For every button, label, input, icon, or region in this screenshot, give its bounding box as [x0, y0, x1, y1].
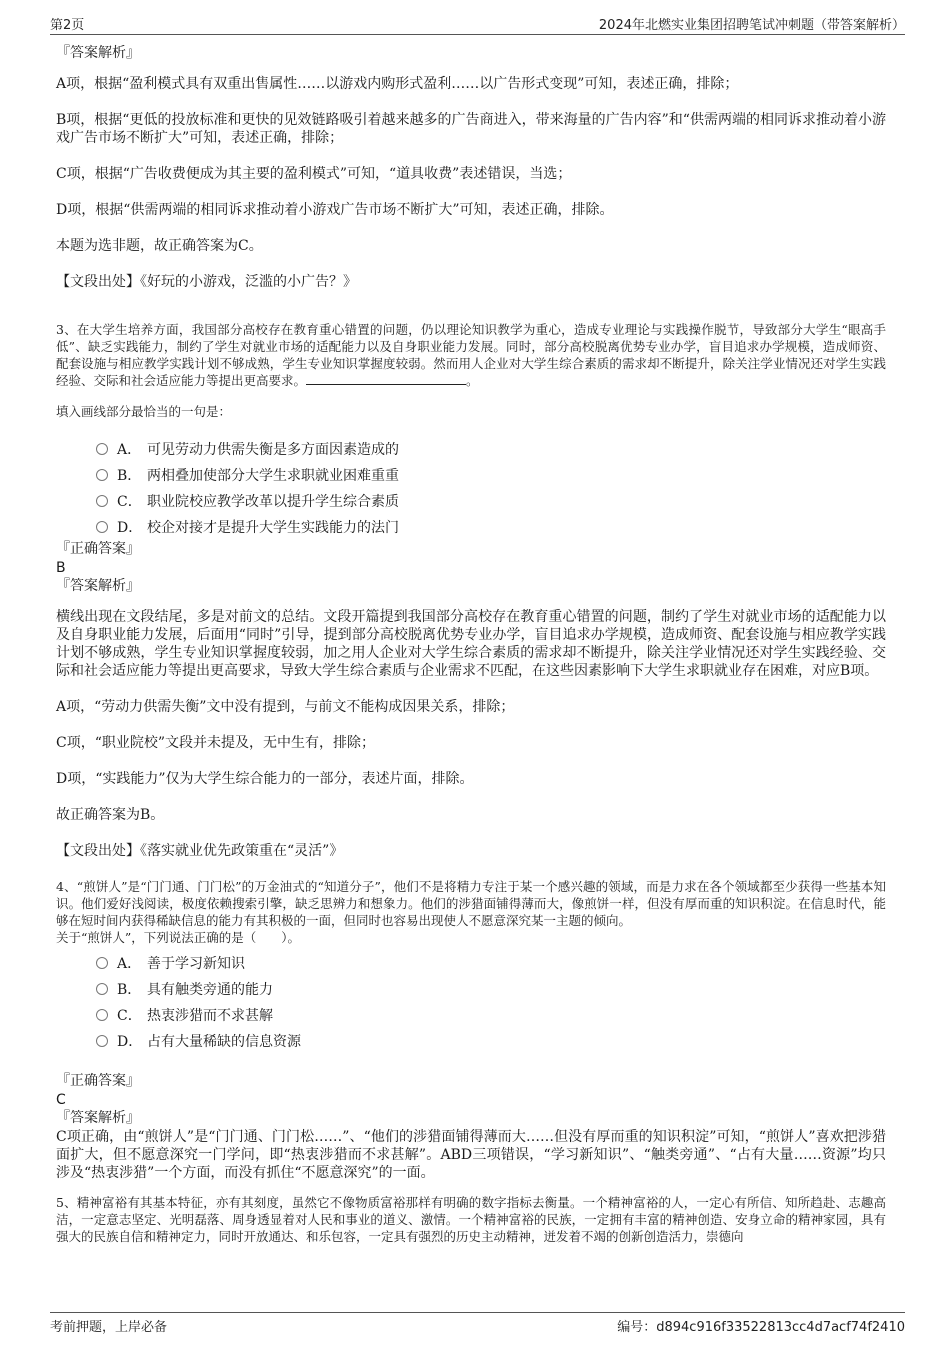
q3-fill-blank [306, 372, 466, 385]
q3-option-d[interactable]: D． 校企对接才是提升大学生实践能力的法门 [96, 514, 886, 540]
q4-analysis: C项正确，由“煎饼人”是“门门通、门门松……”、“他们的涉猎面铺得薄而大……但没有厚而重的知识积淀”可知，“煎饼人”喜欢把涉猎面扩大，但不愿意深究一门学问，即“热衷涉猎而不求甚解”。ABD三项错误，“学习新知识”、“触类旁通”、“占有大量……资源”均只涉及“热衷涉猎”一个方面，而没有抓住“不愿意深究”的一面。 [56, 1129, 886, 1181]
page-footer [50, 1312, 905, 1336]
q3-option-b[interactable]: B． 两相叠加使部分大学生求职就业困难重重 [96, 462, 886, 488]
page-content [56, 44, 886, 1245]
q3-prompt: 填入画线部分最恰当的一句是： [56, 404, 232, 419]
radio-icon[interactable] [96, 443, 108, 455]
q4-analysis-label: 『答案解析』 [56, 1110, 140, 1126]
q3-source: 【文段出处】《落实就业优先政策重在“灵活”》 [56, 843, 344, 859]
q4-option-d[interactable]: D． 占有大量稀缺的信息资源 [96, 1028, 886, 1054]
footer-code [617, 1316, 905, 1335]
q3-stem-text: 3、在大学生培养方面，我国部分高校存在教育重心错置的问题，仍以理论知识教学为重心，造成专业理论与实践操作脱节，导致部分大学生“眼高手低”、缺乏实践能力，制约了学生对就业市场的适配能力以及自身职业能力发展。同时，部分高校脱离优势专业办学，盲目追求办学规模，造成师资、配套设施与相应教学实践计划不够成熟，学生专业知识掌握度较弱。然而用人企业对大学生综合素质的需求却不断提升，除关注学业情况还对学生实践经验、交际和社会适应能力等提出更高要求。 [56, 322, 886, 388]
q3-correct-answer: B [56, 560, 66, 576]
radio-icon[interactable] [96, 1009, 108, 1021]
page-header [50, 14, 905, 35]
q3-stem [56, 321, 886, 389]
q2-conclusion: 本题为选非题，故正确答案为C。 [56, 238, 263, 254]
radio-icon[interactable] [96, 495, 108, 507]
q3-analysis-main: 横线出现在文段结尾，多是对前文的总结。文段开篇提到我国部分高校存在教育重心错置的问题，制约了学生对就业市场的适配能力以及自身职业能力发展，后面用“同时”引导，提到部分高校脱离优势专业办学，盲目追求办学规模，造成师资、配套设施与相应教学实践计划不够成熟，学生专业知识掌握度较弱，加之用人企业对大学生综合素质的需求却不断提升，除关注学业情况还对学生实践经验、交际和社会适应能力等提出更高要求，导致大学生综合素质与企业需求不匹配，在这些因素影响下大学生求职就业存在困难，对应B项。 [56, 609, 886, 679]
q3-analysis-a: A项，“劳动力供需失衡”文中没有提到，与前文不能构成因果关系，排除； [56, 699, 515, 715]
q2-analysis-item-a: A项，根据“盈利模式具有双重出售属性……以游戏内购形式盈利……以广告形式变现”可知，表述正确，排除； [56, 76, 739, 92]
q3-correct-label: 『正确答案』 [56, 541, 140, 557]
q3-option-c[interactable]: C． 职业院校应教学改革以提升学生综合素质 [96, 488, 886, 514]
q3-analysis-d: D项，“实践能力”仅为大学生综合能力的一部分，表述片面，排除。 [56, 771, 474, 787]
radio-icon[interactable] [96, 521, 108, 533]
radio-icon[interactable] [96, 983, 108, 995]
footer-slogan: 考前押题，上岸必备 [50, 1320, 168, 1335]
q3-analysis-c: C项，“职业院校”文段并未提及，无中生有，排除； [56, 735, 376, 751]
radio-icon[interactable] [96, 469, 108, 481]
footer-code-value: d894c916f33522813cc4d7acf74f2410 [656, 1320, 905, 1335]
q4-correct-answer: C [56, 1092, 66, 1108]
footer-code-label: 编号： [617, 1320, 657, 1335]
q2-analysis-label: 『答案解析』 [56, 45, 140, 61]
q4-option-c[interactable]: C． 热衷涉猎而不求甚解 [96, 1002, 886, 1028]
q3-analysis-label: 『答案解析』 [56, 578, 140, 594]
q2-analysis-item-b: B项，根据“更低的投放标准和更快的见效链路吸引着越来越多的广告商进入，带来海量的广告内容”和“供需两端的相同诉求推动着小游戏广告市场不断扩大”可知，表述正确，排除； [56, 112, 886, 146]
q3-option-a[interactable]: A． 可见劳动力供需失衡是多方面因素造成的 [96, 436, 886, 462]
document-title: 2024年北燃实业集团招聘笔试冲刺题（带答案解析） [598, 18, 905, 33]
radio-icon[interactable] [96, 957, 108, 969]
q4-options [96, 950, 886, 1054]
q4-correct-label: 『正确答案』 [56, 1073, 140, 1089]
q2-analysis-item-d: D项，根据“供需两端的相同诉求推动着小游戏广告市场不断扩大”可知，表述正确，排除。 [56, 202, 614, 218]
q4-option-a[interactable]: A． 善于学习新知识 [96, 950, 886, 976]
q4-option-b[interactable]: B． 具有触类旁通的能力 [96, 976, 886, 1002]
radio-icon[interactable] [96, 1035, 108, 1047]
q2-source: 【文段出处】《好玩的小游戏，泛滥的小广告？》 [56, 274, 357, 290]
q2-analysis-item-c: C项，根据“广告收费便成为其主要的盈利模式”可知，“道具收费”表述错误，当选； [56, 166, 572, 182]
q4-stem: 4、“煎饼人”是“门门通、门门松”的万金油式的“知道分子”，他们不是将精力专注于某一个感兴趣的领域，而是力求在各个领域都至少获得一些基本知识。他们爱好浅阅读，极度依赖搜索引擎，缺乏思辨力和想象力。他们的涉猎面铺得薄而大，像煎饼一样，但没有厚而重的知识积淀。在信息时代，能够在短时间内获得稀缺信息的能力有其积极的一面，但同时也容易出现使人不愿意深究某一主题的倾向。 [56, 879, 886, 928]
page-number: 第2页 [50, 18, 85, 33]
q3-stem-end: 。 [466, 373, 479, 388]
q3-options [96, 436, 886, 540]
q3-conclusion: 故正确答案为B。 [56, 807, 165, 823]
q4-prompt: 关于“煎饼人”，下列说法正确的是（ ）。 [56, 930, 301, 945]
q5-stem: 5、精神富裕有其基本特征，亦有其刻度，虽然它不像物质富裕那样有明确的数字指标去衡量。一个精神富裕的人，一定心有所信、知所趋赴、志趣高洁，一定意志坚定、光明磊落、周身透显着对人民和事业的道义、激情。一个精神富裕的民族，一定拥有丰富的精神创造、安身立命的精神家园，具有强大的民族自信和精神定力，同时开放通达、和乐包容，一定具有强烈的历史主动精神，迸发着不竭的创新创造活力，崇德向 [56, 1195, 886, 1244]
